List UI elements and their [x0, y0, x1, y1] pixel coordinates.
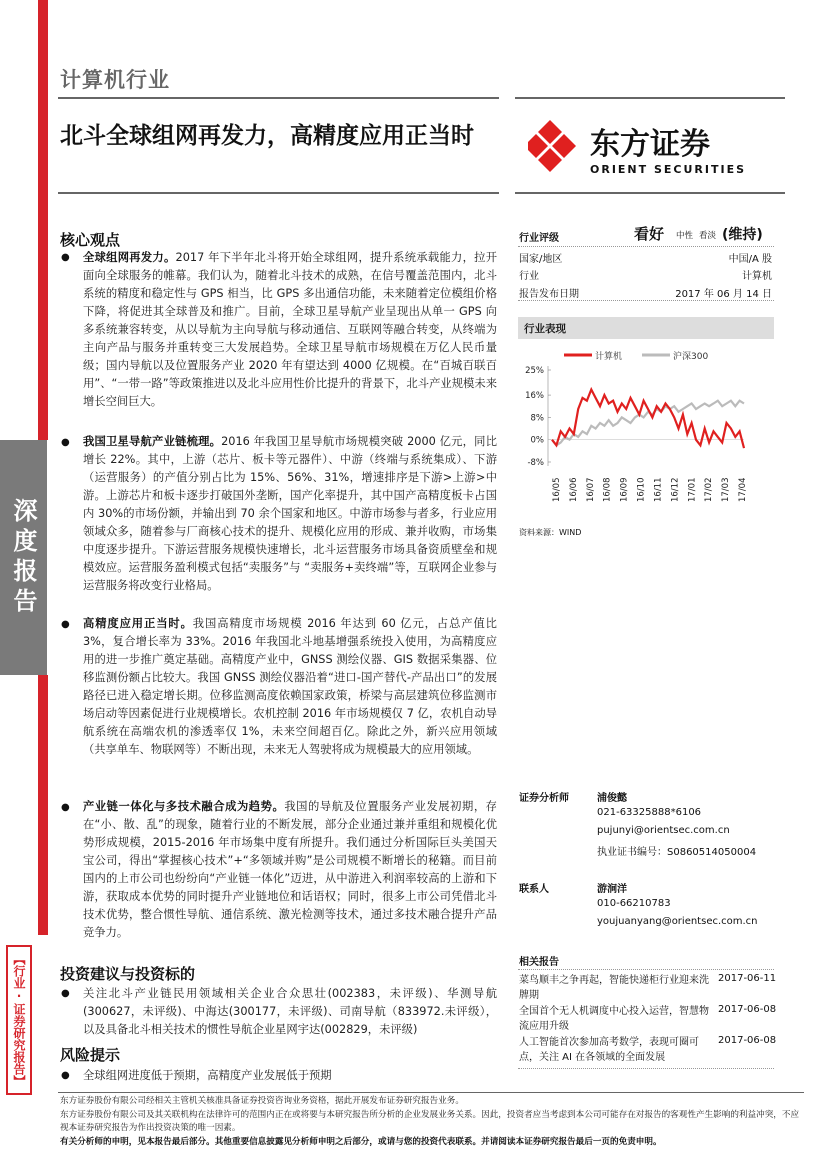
divider [515, 97, 785, 99]
research-tag: 【行业·证券研究报告】 [6, 945, 32, 1095]
related-item-title[interactable]: 人工智能首次参加高考数学，表现可圈可点，关注 AI 在各领域的全面发展 [519, 1037, 699, 1063]
x-tick-label: 16/09 [619, 477, 630, 502]
y-tick-label: -8% [527, 458, 544, 468]
x-tick-label: 16/12 [670, 477, 681, 502]
core-heading: 核心观点 [60, 231, 121, 249]
rating-bearish: 看淡 [699, 231, 717, 241]
contact-email[interactable]: youjuanyang@orientsec.com.cn [597, 916, 758, 927]
divider [58, 1092, 804, 1093]
rating-row-value: 2017 年 06 月 14 日 [675, 289, 772, 300]
analyst-name: 浦俊懿 [597, 793, 627, 804]
industry-label: 计算机行业 [60, 68, 170, 92]
logo-mark-icon [528, 120, 788, 180]
bullet-icon: ● [61, 1070, 70, 1081]
related-item-date: 2017-06-11 [718, 973, 777, 984]
analyst-phone: 021-63325888*6106 [597, 807, 702, 818]
invest-heading: 投资建议与投资标的 [60, 965, 196, 983]
x-tick-label: 17/01 [687, 477, 698, 502]
bullet-icon: ● [61, 252, 70, 263]
x-tick-label: 17/02 [704, 477, 715, 502]
x-tick-label: 16/07 [585, 477, 596, 502]
core-point-3: 高精度应用正当时。我国高精度市场规模 2016 年达到 60 亿元，占总产值比 3%，复合增长率为 33%。2016 年我国北斗地基增强系统投入使用，为高精度应用的进一步推广奠定基础。高精度产业中，GNSS 测绘仪器、GIS 数据采集器、位移监测份额占比较大。我国 GNSS 测绘仪器沿着“进口-国产替代-产品出口”的发展路径已进入稳定增长期。位移监测高度依赖国家政策，桥梁与高层建筑位移监测市场启动等因素促进行业规模增长。农机控制 2016 年市场规模仅 7 亿，农机自动导航系统在高端农机的渗透率仅 1%，未来空间超百亿。除此之外，新兴应用领域（共享单车、物联网等）不断出现，未来无人驾驶将成为规模最大的应用领域。 [83, 617, 497, 757]
rating-row-value: 计算机 [742, 271, 772, 282]
y-tick-label: 16% [525, 391, 544, 402]
x-tick-label: 16/11 [653, 477, 664, 502]
rating-value: 看好 [634, 225, 665, 243]
rating-row-key: 国家/地区 [519, 254, 563, 265]
related-item-title[interactable]: 菜鸟顺丰之争再起，智能快递柜行业迎来洗牌期 [519, 975, 709, 1001]
report-type-tab: 深度报告 [0, 440, 47, 675]
risk-text: 全球组网进度低于预期，高精度产业发展低于预期 [83, 1069, 332, 1082]
dotted-divider [518, 1068, 774, 1069]
disclaimer-line: 有关分析师的申明，见本报告最后部分。其他重要信息披露见分析师申明之后部分，或请与您的投资代表联系。并请阅读本证券研究报告最后一页的免责申明。 [60, 1136, 662, 1147]
x-tick-label: 16/08 [602, 477, 613, 502]
x-tick-label: 17/04 [738, 477, 748, 502]
dotted-divider [518, 969, 774, 970]
contact-label: 联系人 [519, 884, 549, 895]
rating-label: 行业评级 [519, 233, 559, 244]
left-red-bar-lower [38, 675, 48, 935]
legend-label: 沪深300 [673, 352, 709, 362]
rating-maintain: (维持) [722, 227, 763, 243]
y-tick-label: 8% [530, 413, 544, 424]
x-tick-label: 16/05 [552, 477, 562, 502]
rating-row-key: 行业 [519, 271, 539, 282]
core-point-4: 产业链一体化与多技术融合成为趋势。我国的导航及位置服务产业发展初期，存在“小、散、乱”的现象，随着行业的不断发展，部分企业通过兼并重组和规模化优势形成规模，2015-2016 年市场集中度有所提升。我们通过分析国际巨头美国天宝公司，得出“掌握核心技术”+“多领域并购”是公司规模不断增长的秘籍。而目前国内的上市公司也纷纷向“产业链一体化”迈进，从中游进入利润率较高的上游和下游，获取成本优势的同时提升产业链地位和话语权；同时，很多上市公司凭借北斗技术优势，整合惯性导航、通信系统、激光检测等技术，通过多技术融合提升产品竞争力。 [83, 800, 497, 940]
analyst-label: 证券分析师 [519, 793, 569, 804]
related-item-title[interactable]: 全国首个无人机调度中心投入运营，智慧物流应用升级 [519, 1006, 709, 1032]
contact-phone: 010-66210783 [597, 898, 671, 909]
performance-chart [518, 342, 774, 522]
divider [58, 192, 499, 194]
legend-label: 计算机 [595, 352, 623, 362]
dotted-divider [518, 300, 774, 301]
contact-name: 游涧洋 [597, 884, 627, 895]
dotted-divider [518, 246, 774, 247]
performance-heading: 行业表现 [518, 317, 774, 339]
page-title: 北斗全球组网再发力，高精度应用正当时 [60, 123, 474, 149]
bullet-icon: ● [61, 619, 70, 630]
divider [58, 97, 499, 99]
related-heading: 相关报告 [519, 957, 559, 968]
y-tick-label: 25% [525, 366, 544, 376]
risk-heading: 风险提示 [60, 1046, 121, 1064]
divider [515, 192, 785, 194]
invest-text: 关注北斗产业链民用领域相关企业合众思壮(002383，未评级)、华测导航(300627，未评级)、中海达(300177，未评级)、司南导航（833972.未评级），以及具备北斗相关技术的惯性导航企业星网宇达(002829，未评级) [83, 987, 497, 1037]
bullet-icon: ● [61, 437, 70, 448]
related-item-date: 2017-06-08 [718, 1035, 777, 1046]
rating-neutral: 中性 [676, 231, 694, 241]
series-line [552, 390, 744, 449]
chart-source: 资料来源：WIND [519, 528, 582, 537]
analyst-cert: 执业证书编号：S0860514050004 [597, 847, 757, 858]
core-point-1: 全球组网再发力。2017 年下半年北斗将开始全球组网，提升系统承载能力，拉开面向全球服务的帷幕。我们认为，随着北斗技术的成熟，在信号覆盖范围内，北斗系统的精度和稳定性与 GPS 相当，比 GPS 多出通信功能，未来随着定位模组价格下降，将促进其全球普及和推广。目前，全球卫星导航产业呈现出从单一 GPS 向多系统兼容转变，从以导航为主向导航与移动通信、互联网等融合转变，从终端为主向产品与服务并重转变三大发展趋势。全球卫星导航市场规模在万亿人民币量级；国内导航以及位置服务产业 2020 年有望达到 4000 亿规模。在“百城百联百用”、“一带一路”等政策推进以及北斗应用性价比提升的背景下，北斗产业规模未来增长空间巨大。 [83, 251, 497, 409]
x-tick-label: 16/10 [636, 477, 647, 502]
company-logo [528, 120, 788, 180]
y-tick-label: 0% [530, 435, 544, 446]
bullet-icon: ● [61, 802, 70, 813]
core-point-2: 我国卫星导航产业链梳理。2016 年我国卫星导航市场规模突破 2000 亿元，同比增长 22%。其中，上游（芯片、板卡等元器件）、中游（终端与系统集成）、下游（运营服务）的产值分别占比为 15%、56%、31%，增速排序是下游>上游>中游。上游芯片和板卡逐步打破国外垄断，国产化率提升，其中国产高精度板卡占国内 30%的市场份额，并输出到 70 余个国家和地区。中游市场参与者多，行业应用领域众多，随着参与厂商核心技术的提升、规模化应用的形成、兼并收购，市场集中度逐步提升。下游运营服务规模快速增长，北斗运营服务市场具备资质壁垒和规模效应。运营服务盈利模式包括“卖服务”与 “卖服务+卖终端”等，互联网企业参与运营服务将改变行业格局。 [83, 435, 497, 593]
rating-row-value: 中国/A 股 [728, 254, 772, 265]
x-tick-label: 16/06 [568, 477, 579, 502]
analyst-email[interactable]: pujunyi@orientsec.com.cn [597, 825, 730, 836]
bullet-icon: ● [61, 988, 70, 999]
x-tick-label: 17/03 [721, 477, 732, 502]
disclaimer [60, 1095, 804, 1149]
disclaimer-line: 东方证券股份有限公司及其关联机构在法律许可的范围内正在或将要与本研究报告所分析的企业发展业务关系。因此，投资者应当考虑到本公司可能存在对报告的客观性产生影响的利益冲突，不应视本证券研究报告为作出投资决策的唯一因素。 [60, 1109, 800, 1133]
disclaimer-line: 东方证券股份有限公司经相关主管机关核准具备证券投资咨询业务资格，据此开展发布证券研究报告业务。 [60, 1096, 464, 1106]
rating-row-key: 报告发布日期 [519, 289, 579, 300]
left-red-bar [38, 0, 48, 440]
svg-text:ORIENT SECURITIES: ORIENT SECURITIES [590, 163, 747, 176]
svg-text:东方证券: 东方证券 [590, 127, 710, 162]
related-item-date: 2017-06-08 [718, 1004, 777, 1015]
